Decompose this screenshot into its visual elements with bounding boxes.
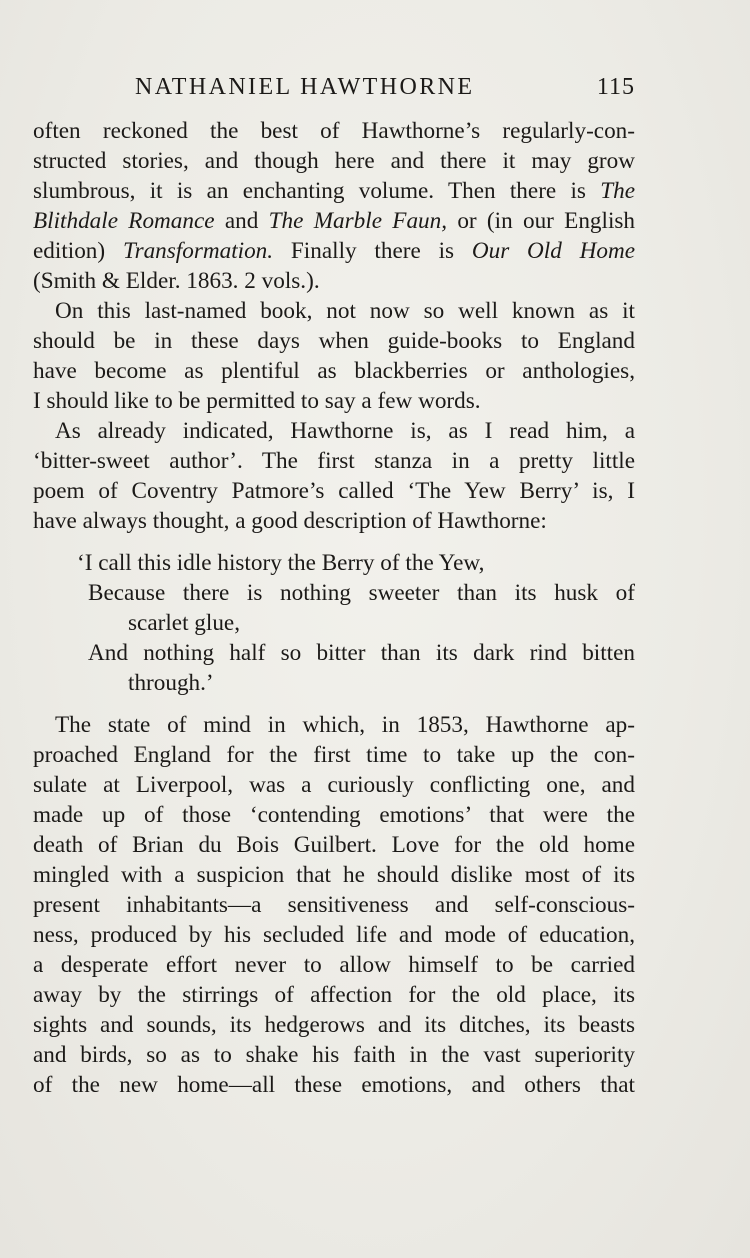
text-line: should be in these days when guide-books to England <box>33 328 635 354</box>
page-number: 115 <box>596 74 635 100</box>
book-title: Blithdale Romance <box>33 208 215 234</box>
verse-line: And nothing half so bitter than its dark rind bitten <box>88 640 635 666</box>
verse-line: scarlet glue, <box>128 610 241 636</box>
verse-line: ‘I call this idle history the Berry of the Yew, <box>77 550 485 576</box>
text-line: often reckoned the best of Hawthorne’s regularly-con- <box>33 118 635 144</box>
book-title: The Marble Faun, <box>268 208 448 234</box>
paragraph-2 <box>33 296 635 416</box>
paragraph-3 <box>33 416 635 536</box>
paragraph-4 <box>33 710 635 1100</box>
text-line: sulate at Liverpool, was a curiously conflicting one, and <box>33 772 635 798</box>
text-line: ness, produced by his secluded life and mode of education, <box>33 922 635 948</box>
text-line: mingled with a suspicion that he should dislike most of its <box>33 862 635 888</box>
text-line: death of Brian du Bois Guilbert. Love for the old home <box>33 832 635 858</box>
book-title: The <box>600 178 636 204</box>
text-line: On this last-named book, not now so well known as it <box>55 298 635 324</box>
text-line: I should like to be permitted to say a few words. <box>33 388 481 414</box>
text-line: present inhabitants—a sensitiveness and self-conscious- <box>33 892 635 918</box>
verse-line: through.’ <box>128 670 214 696</box>
book-title: Our Old Home <box>471 238 636 264</box>
text-line <box>33 176 635 206</box>
verse-line: Because there is nothing sweeter than its husk of <box>88 580 635 606</box>
body-text <box>33 116 635 1100</box>
running-title: NATHANIEL HAWTHORNE <box>135 74 475 100</box>
running-head <box>33 72 635 102</box>
text-line: away by the stirrings of affection for the old place, its <box>33 982 635 1008</box>
text-run: or (in our English <box>457 208 636 234</box>
text-line: and birds, so as to shake his faith in the vast superiority <box>33 1042 635 1068</box>
book-title: Transformation. <box>122 238 274 264</box>
text-line: As already indicated, Hawthorne is, as I read him, a <box>55 418 635 444</box>
text-line: The state of mind in which, in 1853, Hawthorne ap- <box>55 712 635 738</box>
text-line: have become as plentiful as blackberries or anthologies, <box>33 358 635 384</box>
text-line: sights and sounds, its hedgerows and its ditches, its beasts <box>33 1012 635 1038</box>
text-run: Finally there is <box>290 238 455 264</box>
text-line: proached England for the first time to take up the con- <box>33 742 635 768</box>
verse-quotation <box>33 548 635 698</box>
text-line: have always thought, a good description of Hawthorne: <box>33 508 547 534</box>
text-run: edition) <box>33 238 106 264</box>
text-run: and <box>224 208 259 234</box>
text-line <box>33 206 635 236</box>
text-line: (Smith & Elder. 1863. 2 vols.). <box>33 268 320 294</box>
text-line: a desperate effort never to allow himself to be carried <box>33 952 635 978</box>
text-line: of the new home—all these emotions, and others that <box>33 1072 635 1098</box>
text-line <box>33 236 635 266</box>
text-line: ‘bitter-sweet author’. The first stanza in a pretty little <box>33 448 635 474</box>
text-run: slumbrous, it is an enchanting volume. Then there is <box>33 178 586 204</box>
text-line: poem of Coventry Patmore’s called ‘The Yew Berry’ is, I <box>33 478 635 504</box>
text-line: structed stories, and though here and there it may grow <box>33 148 635 174</box>
text-line: made up of those ‘contending emotions’ that were the <box>33 802 635 828</box>
paragraph-1 <box>33 116 635 296</box>
